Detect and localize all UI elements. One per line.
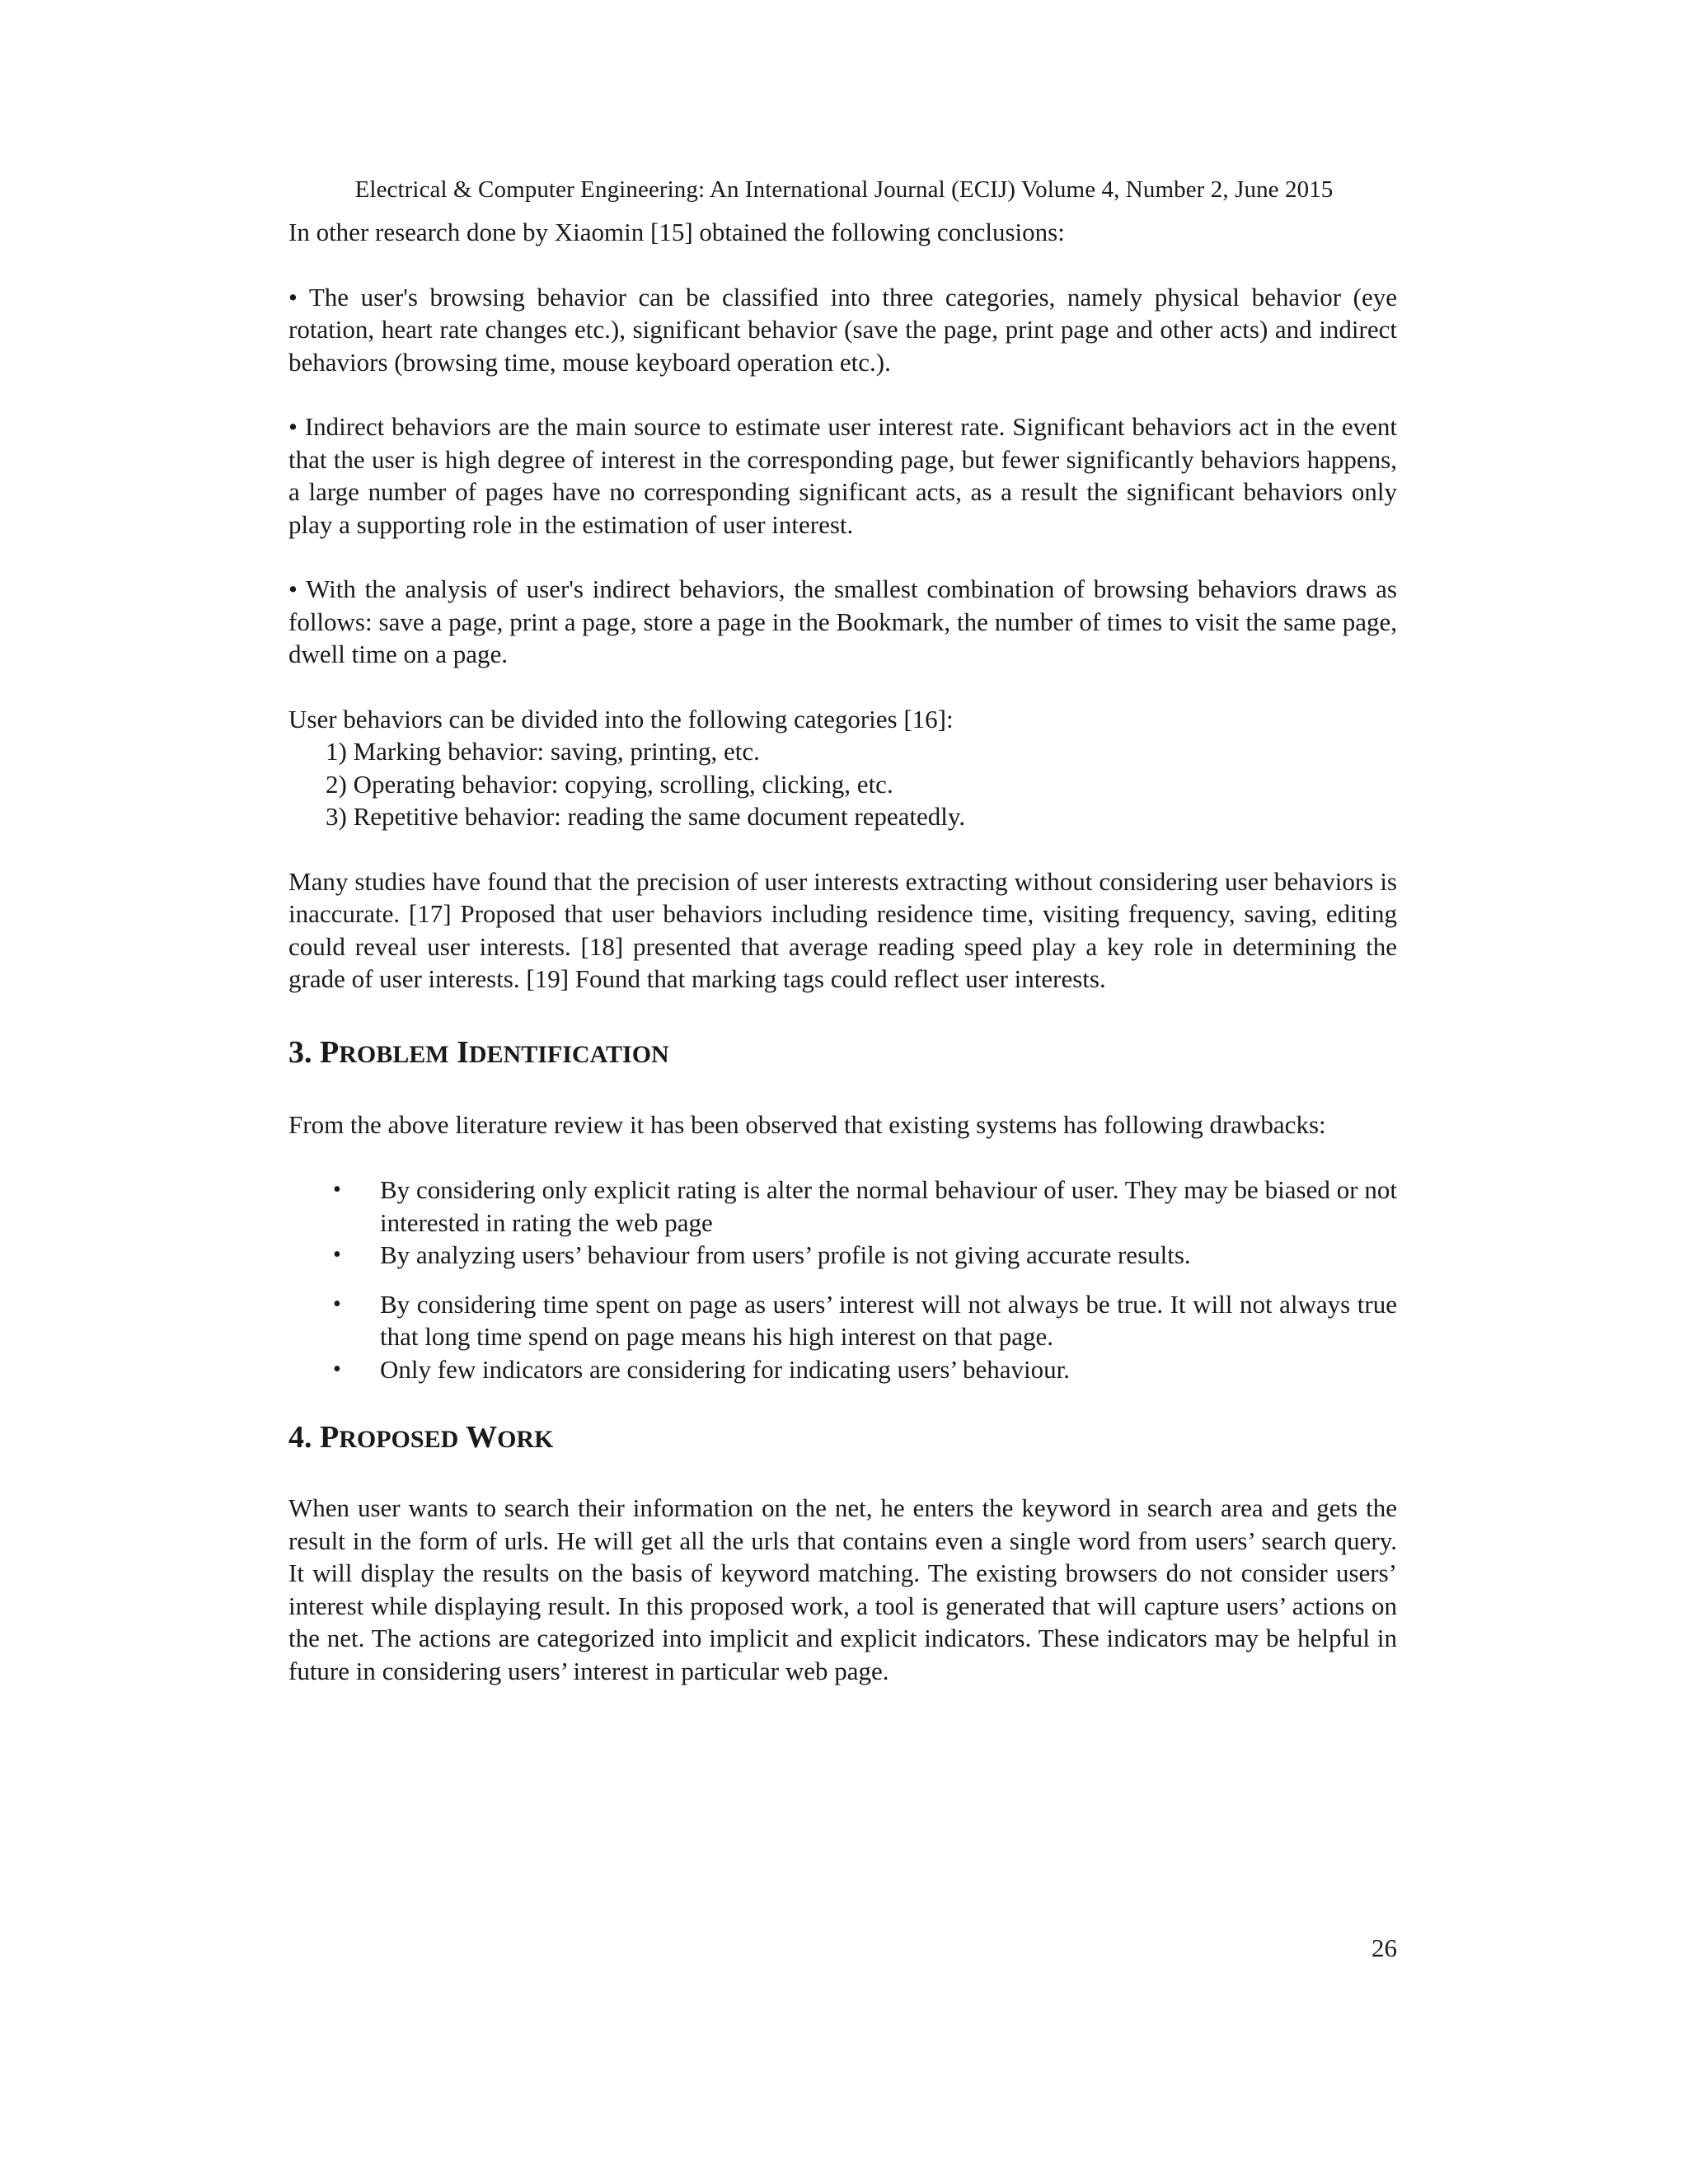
- list-item: 2) Operating behavior: copying, scrolling, clicking, etc.: [326, 769, 893, 799]
- list-item: [288, 1353, 1397, 1386]
- intro-paragraph: In other research done by Xiaomin [15] obtained the following conclusions:: [288, 218, 1065, 246]
- categories-list: [288, 735, 1397, 833]
- categories-intro: User behaviors can be divided into the following categories [16]:: [288, 704, 954, 733]
- bullet-icon: •: [333, 1291, 341, 1317]
- list-item: [288, 1239, 1397, 1272]
- finding-paragraph: • Indirect behaviors are the main source to estimate user interest rate. Significant behaviors act in the event that the user is high degree of interest in the corresponding page, but fewer significantly behaviors happens, a large number of pages have no corresponding significant acts, as a result the significant behaviors only play a supporting role in the estimation of user interest.: [288, 412, 1397, 539]
- heading-word-initial: P: [320, 1420, 340, 1455]
- page-content: [288, 216, 1397, 1687]
- list-item-text: Only few indicators are considering for indicating users’ behaviour.: [380, 1354, 1071, 1384]
- running-header: Electrical & Computer Engineering: An International Journal (ECIJ) Volume 4, Number 2, June 2015: [354, 176, 1334, 203]
- heading-word-rest: DENTIFICATION: [468, 1040, 669, 1068]
- proposed-work-paragraph: When user wants to search their information on the net, he enters the keyword in search area and gets the result in the form of urls. He will get all the urls that contains even a single word from users’ search query. It will display the results on the basis of keyword matching. The existing browsers do not consider users’ interest while displaying result. In this proposed work, a tool is generated that will capture users’ actions on the net. The actions are categorized into implicit and explicit indicators. These indicators may be helpful in future in considering users’ interest in particular web page.: [288, 1493, 1397, 1685]
- finding-paragraph: • The user's browsing behavior can be classified into three categories, namely physical behavior (eye rotation, heart rate changes etc.), significant behavior (save the page, print page and other acts) and indirect behaviors (browsing time, mouse keyboard operation etc.).: [288, 282, 1397, 377]
- bullet-icon: •: [333, 1242, 341, 1268]
- heading-word-initial: W: [466, 1420, 498, 1455]
- list-item: 1) Marking behavior: saving, printing, etc.: [326, 737, 760, 766]
- section-heading-problem-identification: [288, 1032, 1397, 1076]
- studies-paragraph: Many studies have found that the precision of user interests extracting without considering user behaviors is inaccurate. [17] Proposed that user behaviors including residence time, visiting frequency, saving, editing could reveal user interests. [18] presented that average reading speed play a key role in determining the grade of user interests. [19] Found that marking tags could reflect user interests.: [288, 866, 1397, 993]
- list-item-text: By analyzing users’ behaviour from users’ profile is not giving accurate results.: [380, 1240, 1191, 1269]
- heading-word-rest: ORK: [497, 1426, 554, 1453]
- list-item: [288, 1288, 1397, 1353]
- list-item-text: By considering only explicit rating is alter the normal behaviour of user. They may be biased or not interested in rating the web page: [380, 1175, 1397, 1237]
- section-number: 4.: [288, 1420, 312, 1455]
- section-heading-proposed-work: [288, 1417, 1397, 1460]
- finding-paragraph: • With the analysis of user's indirect behaviors, the smallest combination of browsing behaviors draws as follows: save a page, print a page, store a page in the Bookmark, the number of times to visit the same page, dwell time on a page.: [288, 574, 1397, 668]
- list-item-text: By considering time spent on page as users’ interest will not always be true. It will not always true that long time spend on page means his high interest on that page.: [380, 1289, 1397, 1351]
- list-item: 3) Repetitive behavior: reading the same document repeatedly.: [326, 802, 966, 831]
- bullet-icon: •: [333, 1356, 341, 1382]
- bullet-icon: •: [333, 1177, 341, 1202]
- heading-word-rest: ROBLEM: [339, 1040, 449, 1068]
- heading-word-initial: P: [320, 1034, 340, 1070]
- list-item: [288, 1174, 1397, 1239]
- heading-word-rest: ROPOSED: [339, 1426, 459, 1453]
- section-number: 3.: [288, 1034, 312, 1070]
- problem-intro-paragraph: From the above literature review it has been observed that existing systems has following drawbacks:: [288, 1109, 1326, 1139]
- page-number: 26: [1372, 1933, 1397, 1962]
- heading-word-initial: I: [457, 1034, 469, 1070]
- drawbacks-list: [288, 1174, 1397, 1385]
